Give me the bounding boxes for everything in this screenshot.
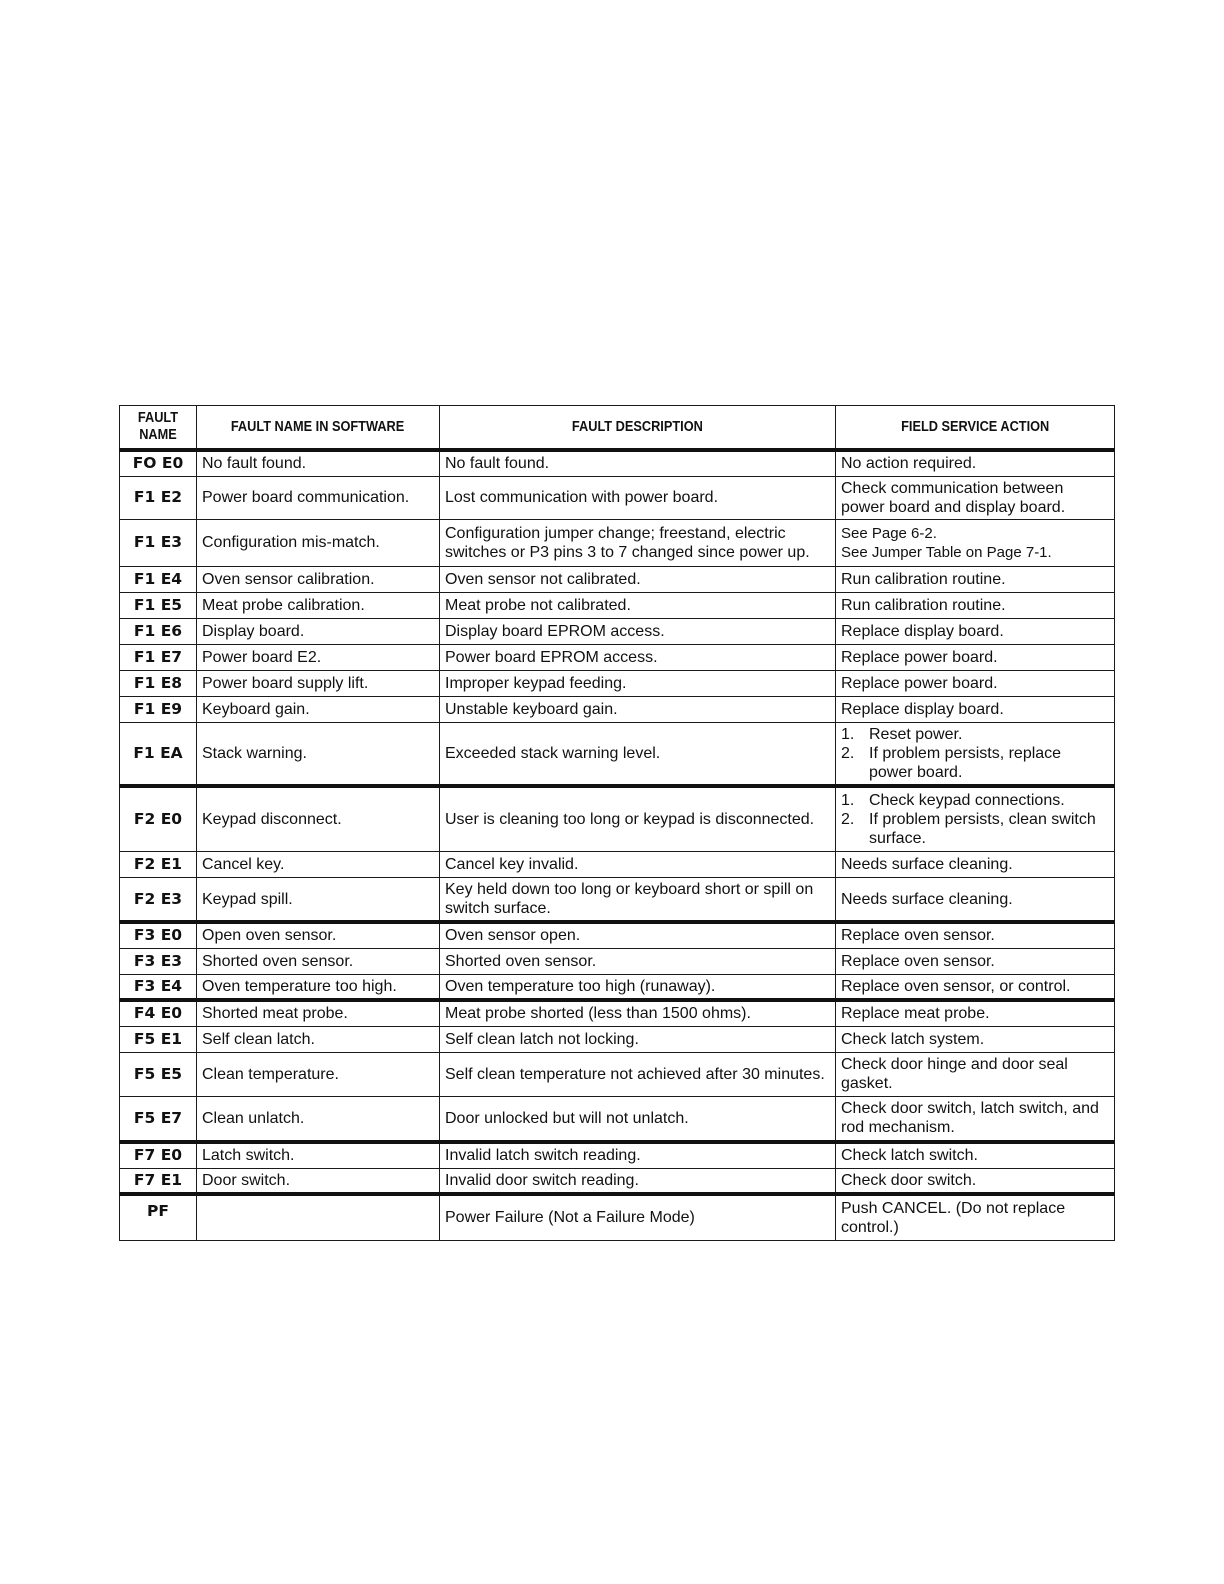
fault-code: F3 E4 bbox=[120, 974, 197, 1000]
table-row bbox=[120, 1026, 1115, 1052]
fault-code: F2 E1 bbox=[120, 852, 197, 878]
field-service-action: Replace power board. bbox=[836, 644, 1115, 670]
fault-name-software: Power board supply lift. bbox=[197, 670, 440, 696]
fault-name-software: Cancel key. bbox=[197, 852, 440, 878]
fault-code: F7 E0 bbox=[120, 1142, 197, 1168]
table-row bbox=[120, 852, 1115, 878]
action-step: 2. If problem persists, clean switch surface. bbox=[841, 810, 1096, 847]
table-row bbox=[120, 592, 1115, 618]
fault-description: Meat probe not calibrated. bbox=[440, 592, 836, 618]
fault-code: F1 EA bbox=[120, 722, 197, 786]
fault-description: Door unlocked but will not unlatch. bbox=[440, 1096, 836, 1142]
fault-name-software: Clean unlatch. bbox=[197, 1096, 440, 1142]
action-step: 1. Reset power. bbox=[841, 725, 963, 743]
field-service-action: Run calibration routine. bbox=[836, 566, 1115, 592]
field-service-action: Check door switch, latch switch, and rod mechanism. bbox=[836, 1096, 1115, 1142]
field-service-action: Check door hinge and door seal gasket. bbox=[836, 1052, 1115, 1096]
table-row bbox=[120, 922, 1115, 948]
field-service-action: Replace power board. bbox=[836, 670, 1115, 696]
fault-name-software: Stack warning. bbox=[197, 722, 440, 786]
field-service-action: Run calibration routine. bbox=[836, 592, 1115, 618]
fault-name-software: Latch switch. bbox=[197, 1142, 440, 1168]
table-row bbox=[120, 519, 1115, 566]
table-row bbox=[120, 476, 1115, 519]
field-service-action bbox=[836, 519, 1115, 566]
table-row bbox=[120, 948, 1115, 974]
header-fault-name-in-software: FAULT NAME IN SOFTWARE bbox=[197, 406, 440, 451]
field-service-action bbox=[836, 786, 1115, 852]
fault-name-software: Oven sensor calibration. bbox=[197, 566, 440, 592]
field-service-action: Needs surface cleaning. bbox=[836, 852, 1115, 878]
field-service-action: Needs surface cleaning. bbox=[836, 878, 1115, 923]
fault-description: Oven temperature too high (runaway). bbox=[440, 974, 836, 1000]
field-service-action: Replace oven sensor. bbox=[836, 922, 1115, 948]
fault-name-software: No fault found. bbox=[197, 450, 440, 476]
fault-name-software: Power board E2. bbox=[197, 644, 440, 670]
table-row bbox=[120, 1096, 1115, 1142]
fault-name-software: Clean temperature. bbox=[197, 1052, 440, 1096]
fault-name-software: Keypad disconnect. bbox=[197, 786, 440, 852]
fault-code: F1 E5 bbox=[120, 592, 197, 618]
fault-code: F3 E0 bbox=[120, 922, 197, 948]
field-service-action: Check door switch. bbox=[836, 1168, 1115, 1194]
fault-code: F2 E0 bbox=[120, 786, 197, 852]
field-service-action: Check latch system. bbox=[836, 1026, 1115, 1052]
header-fault-description: FAULT DESCRIPTION bbox=[440, 406, 836, 451]
fault-description: Oven sensor not calibrated. bbox=[440, 566, 836, 592]
fault-description: Exceeded stack warning level. bbox=[440, 722, 836, 786]
fault-description: No fault found. bbox=[440, 450, 836, 476]
fault-name-software: Meat probe calibration. bbox=[197, 592, 440, 618]
fault-code: F5 E1 bbox=[120, 1026, 197, 1052]
fault-name-software: Self clean latch. bbox=[197, 1026, 440, 1052]
fault-description: Key held down too long or keyboard short or spill on switch surface. bbox=[440, 878, 836, 923]
field-service-action: No action required. bbox=[836, 450, 1115, 476]
table-row bbox=[120, 974, 1115, 1000]
fault-name-software: Display board. bbox=[197, 618, 440, 644]
fault-name-software: Keyboard gain. bbox=[197, 696, 440, 722]
table-row bbox=[120, 566, 1115, 592]
fault-code: F1 E9 bbox=[120, 696, 197, 722]
fault-name-software: Oven temperature too high. bbox=[197, 974, 440, 1000]
table-row bbox=[120, 1052, 1115, 1096]
action-step: 2. If problem persists, replace power board. bbox=[841, 744, 1062, 781]
fault-name-software: Power board communication. bbox=[197, 476, 440, 519]
fault-description: Self clean latch not locking. bbox=[440, 1026, 836, 1052]
fault-code: F2 E3 bbox=[120, 878, 197, 923]
fault-description: Invalid door switch reading. bbox=[440, 1168, 836, 1194]
field-service-action: Check communication between power board and display board. bbox=[836, 476, 1115, 519]
table-row bbox=[120, 1194, 1115, 1240]
table-row bbox=[120, 618, 1115, 644]
field-service-action: Replace display board. bbox=[836, 696, 1115, 722]
table-row bbox=[120, 1000, 1115, 1026]
fault-description: Power board EPROM access. bbox=[440, 644, 836, 670]
fault-description: Oven sensor open. bbox=[440, 922, 836, 948]
fault-code: F1 E8 bbox=[120, 670, 197, 696]
fault-name-software: Shorted oven sensor. bbox=[197, 948, 440, 974]
header-field-service-action: FIELD SERVICE ACTION bbox=[836, 406, 1115, 451]
action-step: 1. Check keypad connections. bbox=[841, 791, 1065, 809]
fault-name-software: Configuration mis-match. bbox=[197, 519, 440, 566]
field-service-action bbox=[836, 722, 1115, 786]
header-fault-name: FAULT NAME bbox=[120, 406, 197, 451]
fault-code: PF bbox=[120, 1194, 197, 1240]
fault-description: Improper keypad feeding. bbox=[440, 670, 836, 696]
fault-code: F5 E7 bbox=[120, 1096, 197, 1142]
fault-name-software: Open oven sensor. bbox=[197, 922, 440, 948]
fault-description: Invalid latch switch reading. bbox=[440, 1142, 836, 1168]
table-row bbox=[120, 696, 1115, 722]
table-row bbox=[120, 878, 1115, 923]
fault-description: Display board EPROM access. bbox=[440, 618, 836, 644]
action-line: See Jumper Table on Page 7-1. bbox=[841, 543, 1052, 561]
fault-code: F4 E0 bbox=[120, 1000, 197, 1026]
fault-code: F1 E4 bbox=[120, 566, 197, 592]
field-service-action: Replace oven sensor. bbox=[836, 948, 1115, 974]
fault-description: User is cleaning too long or keypad is disconnected. bbox=[440, 786, 836, 852]
fault-description: Unstable keyboard gain. bbox=[440, 696, 836, 722]
table-row bbox=[120, 722, 1115, 786]
fault-code: F7 E1 bbox=[120, 1168, 197, 1194]
field-service-action: Replace display board. bbox=[836, 618, 1115, 644]
field-service-action: Replace meat probe. bbox=[836, 1000, 1115, 1026]
fault-description: Shorted oven sensor. bbox=[440, 948, 836, 974]
field-service-action: Check latch switch. bbox=[836, 1142, 1115, 1168]
fault-description: Meat probe shorted (less than 1500 ohms). bbox=[440, 1000, 836, 1026]
fault-code: FO E0 bbox=[120, 450, 197, 476]
fault-description: Power Failure (Not a Failure Mode) bbox=[440, 1194, 836, 1240]
fault-description: Configuration jumper change; freestand, electric switches or P3 pins 3 to 7 changed since power up. bbox=[440, 519, 836, 566]
fault-code: F3 E3 bbox=[120, 948, 197, 974]
fault-name-software: Keypad spill. bbox=[197, 878, 440, 923]
fault-code: F1 E3 bbox=[120, 519, 197, 566]
fault-name-software bbox=[197, 1194, 440, 1240]
fault-name-software: Shorted meat probe. bbox=[197, 1000, 440, 1026]
table-row bbox=[120, 670, 1115, 696]
fault-code: F5 E5 bbox=[120, 1052, 197, 1096]
fault-code-table bbox=[119, 405, 1115, 1241]
action-line: See Page 6-2. bbox=[841, 524, 937, 542]
table-row bbox=[120, 644, 1115, 670]
table-header-row bbox=[120, 406, 1115, 451]
table-row bbox=[120, 450, 1115, 476]
fault-code: F1 E2 bbox=[120, 476, 197, 519]
fault-code: F1 E7 bbox=[120, 644, 197, 670]
table-row bbox=[120, 1168, 1115, 1194]
fault-description: Lost communication with power board. bbox=[440, 476, 836, 519]
table-row bbox=[120, 786, 1115, 852]
field-service-action: Replace oven sensor, or control. bbox=[836, 974, 1115, 1000]
table-row bbox=[120, 1142, 1115, 1168]
fault-code: F1 E6 bbox=[120, 618, 197, 644]
fault-description: Cancel key invalid. bbox=[440, 852, 836, 878]
field-service-action: Push CANCEL. (Do not replace control.) bbox=[836, 1194, 1115, 1240]
fault-name-software: Door switch. bbox=[197, 1168, 440, 1194]
fault-description: Self clean temperature not achieved after 30 minutes. bbox=[440, 1052, 836, 1096]
